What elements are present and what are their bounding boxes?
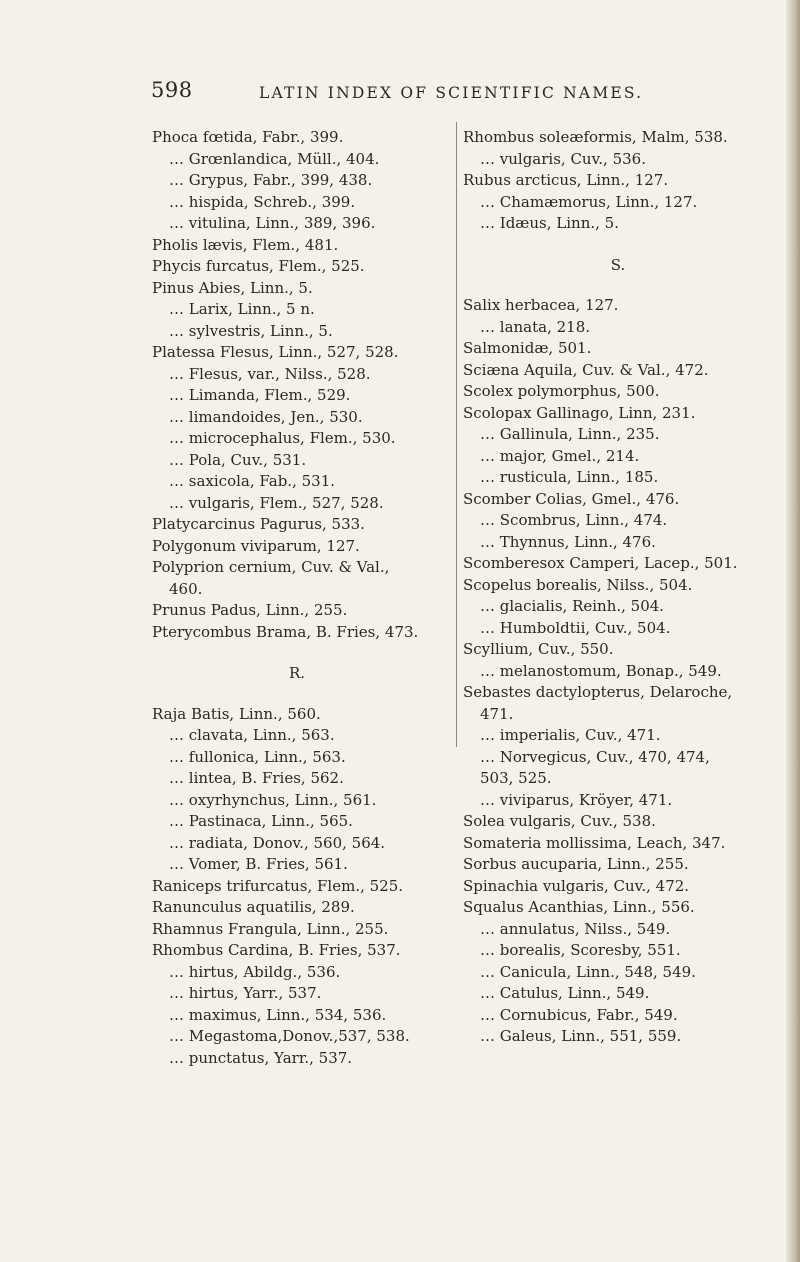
index-subentry: … Catulus, Linn., 549. — [480, 984, 650, 1002]
index-subentry: … Limanda, Flem., 529. — [169, 386, 351, 404]
index-entry: Salmonidæ, 501. — [463, 339, 592, 357]
index-subentry: … Humboldtii, Cuv., 504. — [480, 618, 671, 637]
index-entry: Polyprion cernium, Cuv. & Val., — [152, 558, 390, 576]
index-subentry: … imperialis, Cuv., 471. — [480, 726, 661, 744]
index-entry: Scolopax Gallinago, Linn, 231. — [463, 403, 696, 422]
running-head: LATIN INDEX OF SCIENTIFIC NAMES. — [259, 84, 644, 102]
right-index-column — [463, 127, 773, 1048]
index-subentry: … Norvegicus, Cuv., 470, 474, — [480, 747, 710, 766]
index-subentry: … maximus, Linn., 534, 536. — [169, 1005, 387, 1024]
index-subentry: … hirtus, Abildg., 536. — [169, 962, 341, 981]
index-entry: Sebastes dactylopterus, Delaroche, — [463, 683, 733, 701]
index-entry: Polygonum viviparum, 127. — [152, 536, 360, 555]
index-subentry: … Megastoma,Donov.,537, 538. — [169, 1027, 410, 1045]
index-entry: Rhombus Cardina, B. Fries, 537. — [152, 941, 401, 959]
index-subentry: … lintea, B. Fries, 562. — [169, 769, 344, 787]
index-entry: Rubus arcticus, Linn., 127. — [463, 171, 669, 189]
index-entry-continuation: 503, 525. — [480, 769, 552, 787]
column-divider — [456, 122, 457, 747]
page-edge-shadow — [786, 0, 800, 1262]
index-subentry: … vitulina, Linn., 389, 396. — [169, 214, 376, 232]
index-subentry: … punctatus, Yarr., 537. — [169, 1048, 353, 1067]
index-entry: Pterycombus Brama, B. Fries, 473. — [152, 622, 419, 641]
index-subentry: … fullonica, Linn., 563. — [169, 747, 346, 766]
index-entry: Pinus Abies, Linn., 5. — [152, 278, 313, 297]
index-subentry: … Grypus, Fabr., 399, 438. — [169, 171, 373, 189]
section-letter: S. — [610, 255, 626, 274]
index-subentry: … borealis, Scoresby, 551. — [480, 941, 681, 959]
index-entry: Ranunculus aquatilis, 289. — [152, 898, 355, 916]
index-entry: Scyllium, Cuv., 550. — [463, 640, 614, 658]
index-entry: Rhombus soleæformis, Malm, 538. — [463, 128, 728, 146]
index-entry: Spinachia vulgaris, Cuv., 472. — [463, 876, 690, 895]
index-entry: Squalus Acanthias, Linn., 556. — [463, 898, 695, 916]
index-subentry: … viviparus, Kröyer, 471. — [480, 790, 673, 809]
index-subentry: … annulatus, Nilss., 549. — [480, 919, 671, 938]
index-entry: Rhamnus Frangula, Linn., 255. — [152, 919, 389, 938]
index-subentry: … Pola, Cuv., 531. — [169, 450, 307, 469]
section-letter: R. — [288, 664, 306, 682]
index-subentry: … Vomer, B. Fries, 561. — [169, 855, 348, 873]
index-entry: Scomber Colias, Gmel., 476. — [463, 489, 680, 508]
index-entry-continuation: 471. — [480, 704, 514, 723]
index-subentry: … Idæus, Linn., 5. — [480, 214, 619, 232]
index-subentry: … hirtus, Yarr., 537. — [169, 984, 322, 1002]
index-subentry: … vulgaris, Cuv., 536. — [480, 149, 646, 168]
index-entry: Pholis lævis, Flem., 481. — [152, 235, 339, 254]
index-subentry: … major, Gmel., 214. — [480, 446, 640, 465]
index-subentry: … Larix, Linn., 5 n. — [169, 300, 315, 318]
index-entry: Somateria mollissima, Leach, 347. — [463, 833, 726, 852]
index-entry: Scopelus borealis, Nilss., 504. — [463, 575, 693, 594]
index-subentry: … sylvestris, Linn., 5. — [169, 321, 333, 340]
index-subentry: … melanostomum, Bonap., 549. — [480, 661, 722, 680]
index-entry: Solea vulgaris, Cuv., 538. — [463, 812, 656, 830]
index-entry: Sciæna Aquila, Cuv. & Val., 472. — [463, 360, 709, 379]
index-subentry: … saxicola, Fab., 531. — [169, 472, 336, 490]
index-subentry: … Gallinula, Linn., 235. — [480, 425, 660, 443]
index-entry: Sorbus aucuparia, Linn., 255. — [463, 855, 689, 873]
page-number: 598 — [151, 78, 193, 102]
index-subentry: … clavata, Linn., 563. — [169, 726, 335, 744]
index-entry: Platessa Flesus, Linn., 527, 528. — [152, 343, 399, 361]
index-subentry: … vulgaris, Flem., 527, 528. — [169, 493, 384, 512]
index-entry: Phoca fœtida, Fabr., 399. — [152, 128, 344, 146]
index-subentry: … Canicula, Linn., 548, 549. — [480, 962, 696, 981]
index-entry: Raja Batis, Linn., 560. — [152, 704, 321, 723]
index-subentry: … radiata, Donov., 560, 564. — [169, 833, 386, 852]
index-entry: Raniceps trifurcatus, Flem., 525. — [152, 876, 404, 895]
index-subentry: … Cornubicus, Fabr., 549. — [480, 1005, 678, 1024]
index-subentry: … limandoides, Jen., 530. — [169, 407, 363, 426]
index-subentry: … Thynnus, Linn., 476. — [480, 532, 656, 551]
index-subentry: … Galeus, Linn., 551, 559. — [480, 1027, 682, 1045]
index-subentry: … oxyrhynchus, Linn., 561. — [169, 790, 377, 809]
index-subentry: … lanata, 218. — [480, 317, 591, 336]
index-subentry: … Grœnlandica, Müll., 404. — [169, 149, 380, 168]
index-entry: Platycarcinus Pagurus, 533. — [152, 515, 365, 533]
left-index-column — [152, 127, 442, 1069]
index-entry: Phycis furcatus, Flem., 525. — [152, 257, 365, 275]
index-subentry: … Scombrus, Linn., 474. — [480, 511, 668, 529]
index-entry: Scolex polymorphus, 500. — [463, 382, 660, 400]
index-subentry: … hispida, Schreb., 399. — [169, 192, 356, 211]
index-entry: Salix herbacea, 127. — [463, 296, 619, 314]
index-entry: Prunus Padus, Linn., 255. — [152, 601, 348, 619]
index-subentry: … Pastinaca, Linn., 565. — [169, 812, 353, 830]
index-subentry: … microcephalus, Flem., 530. — [169, 429, 396, 447]
index-subentry: … glacialis, Reinh., 504. — [480, 597, 665, 615]
index-subentry: … Flesus, var., Nilss., 528. — [169, 364, 371, 383]
index-entry-continuation: 460. — [169, 579, 203, 598]
index-entry: Scomberesox Camperi, Lacep., 501. — [463, 554, 738, 572]
index-subentry: … rusticula, Linn., 185. — [480, 468, 659, 486]
index-subentry: … Chamæmorus, Linn., 127. — [480, 192, 698, 211]
